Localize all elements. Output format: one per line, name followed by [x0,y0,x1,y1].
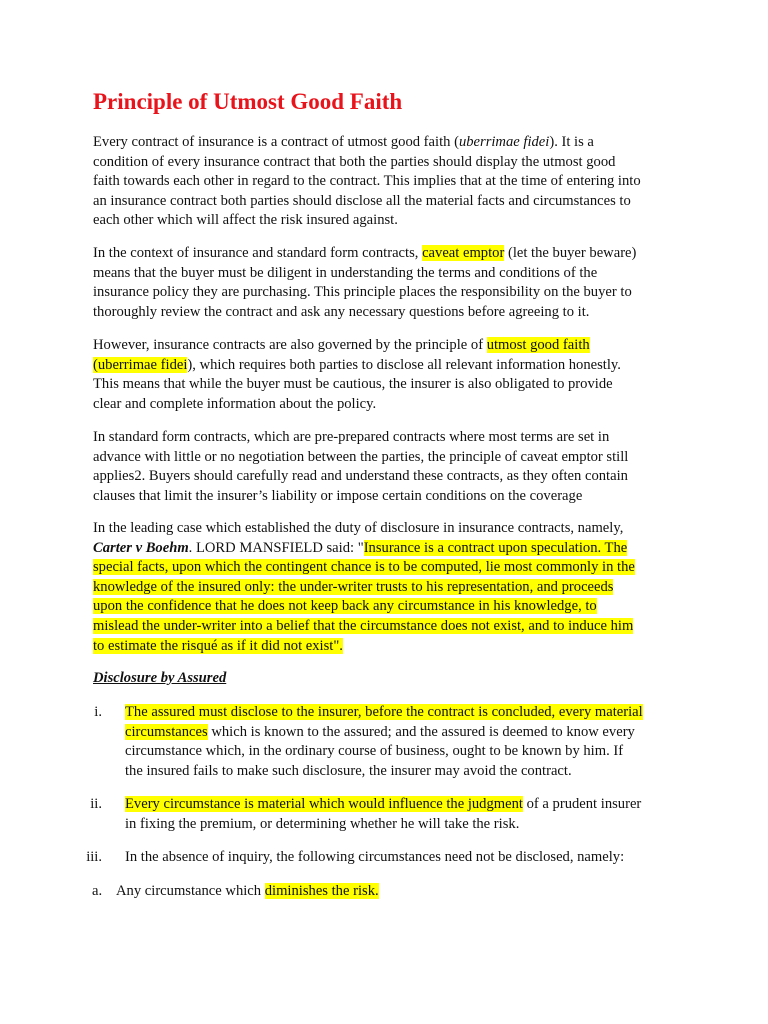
paragraph-caveat-emptor [93,244,683,322]
text-span: In the context of insurance and standard form contracts, [93,245,423,261]
case-name: Carter v Boehm [93,539,189,556]
highlighted-text: Every circumstance is material which would influence the judgment [125,796,523,812]
text-line [125,703,685,723]
highlighted-text: circumstances [125,723,208,740]
text-line [93,356,683,376]
highlighted-text: special facts, upon which the contingent chance is to be computed, lie most commonly in the [93,559,635,576]
text-line [93,336,683,356]
page-title: Principle of Utmost Good Faith [93,89,403,114]
text-line: clear and complete information about the policy. [93,395,377,412]
text-line [93,558,683,578]
list-number: iii. [86,849,102,865]
text-line: condition of every insurance contract that both the parties should display the utmost good [93,153,616,170]
list-item-text [125,703,685,781]
text-line: each other which will affect the risk insured against. [93,212,398,229]
text-line: circumstance which, in the ordinary course of business, ought to be known by him. If [125,743,624,760]
text-span: ), which requires both parties to disclose all relevant information honestly. [187,356,621,373]
text-span: which is known to the assured; and the assured is deemed to know every [207,723,635,740]
text-line [93,539,683,559]
latin-term: uberrimae fidei [458,134,550,150]
text-line [116,882,676,902]
section-heading: Disclosure by Assured [93,670,227,686]
list-letter: a. [92,883,103,899]
text-span: Any circumstance which [116,883,265,899]
highlighted-text: (uberrimae fidei [93,356,188,373]
highlighted-text: to estimate the risqué as if it did not exist". [93,637,343,654]
text-span: However, insurance contracts are also governed by the principle of [93,337,487,353]
list-number: ii. [90,796,102,812]
text-span: (let the buyer beware) [504,245,637,261]
highlighted-text: knowledge of the insured only: the under-writer trusts to his representation, and proceeds [93,578,614,595]
text-span: . LORD MANSFIELD said: " [188,539,364,556]
text-line: insurance policy they are purchasing. This principle places the responsibility on the buyer to [93,284,632,301]
text-line [93,578,683,598]
text-line: In the absence of inquiry, the following circumstances need not be disclosed, namely: [125,849,625,865]
text-line: This means that while the buyer must be cautious, the insurer is also obligated to provide [93,376,613,393]
text-line: thoroughly review the contract and ask any necessary questions before agreeing to it. [93,303,590,320]
text-line: clauses that limit the insurer’s liability or impose certain conditions on the coverage [93,487,583,504]
text-line [93,637,683,657]
text-line [93,244,683,264]
list-item-text [125,848,685,868]
highlighted-text: caveat emptor [422,245,505,261]
highlighted-text: Insurance is a contract upon speculation. The [363,539,628,556]
text-span: Every contract of insurance is a contract of utmost good faith ( [93,134,459,150]
highlighted-text: The assured must disclose to the insurer, before the contract is concluded, every material [125,704,643,720]
text-line: In standard form contracts, which are pre-prepared contracts where most terms are set in [93,429,610,445]
highlighted-text: diminishes the risk. [264,883,379,899]
text-line: applies2. Buyers should carefully read and understand these contracts, as they often contain [93,468,628,485]
text-line [125,795,685,815]
text-span: of a prudent insurer [522,796,642,812]
highlighted-text: utmost good faith [486,337,590,353]
list-number: i. [94,704,102,720]
highlighted-text: mislead the under-writer into a belief that the circumstance does not exist, and to induce him [93,617,634,634]
list-item-text [116,882,676,902]
text-line: In the leading case which established the duty of disclosure in insurance contracts, namely, [93,520,624,536]
text-line [93,617,683,637]
text-line: faith towards each other in regard to the contract. This implies that at the time of entering into [93,173,641,190]
text-line: in fixing the premium, or determining whether he will take the risk. [125,815,520,832]
paragraph-standard-form [93,428,683,506]
list-item-text [125,795,685,834]
highlighted-text: upon the confidence that he does not keep back any circumstance in his knowledge, to [93,598,597,615]
text-span: ). It is a [549,134,594,150]
paragraph-insurer-obligation [93,336,683,414]
text-line: an insurance contract both parties should disclose all the material facts and circumstances to [93,192,631,209]
paragraph-utmost-good-faith [93,133,683,231]
text-line [93,133,683,153]
text-line: means that the buyer must be diligent in understanding the terms and conditions of the [93,264,598,281]
text-line: advance with little or no negotiation between the parties, the principle of caveat emptor still [93,448,629,465]
text-line [93,597,683,617]
text-line: the insured fails to make such disclosure, the insurer may avoid the contract. [125,762,572,779]
text-line [125,723,685,743]
paragraph-carter-v-boehm [93,519,683,656]
